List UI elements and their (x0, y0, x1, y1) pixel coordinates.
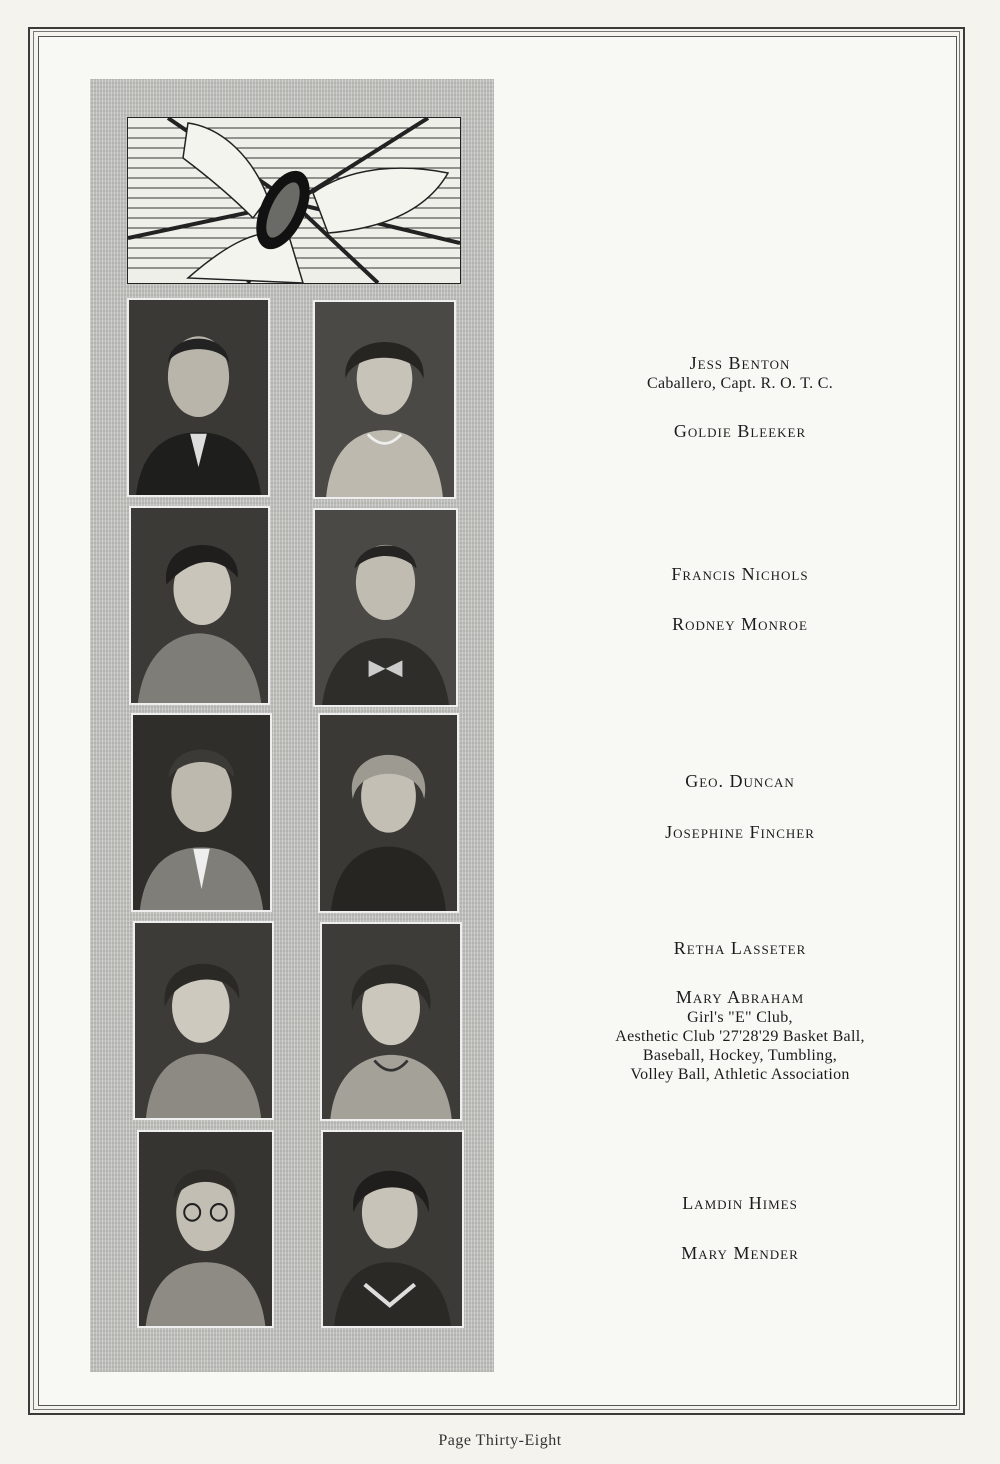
portrait-rodney-monroe (313, 508, 458, 707)
page-number: Page Thirty-Eight (438, 1432, 562, 1449)
student-entry-rodney-monroe (560, 614, 920, 635)
student-entry-jess-benton (560, 353, 920, 393)
student-name: Mary Mender (681, 1243, 799, 1263)
student-entry-goldie-bleeker (560, 421, 920, 442)
student-entry-lamdin-himes (560, 1193, 920, 1214)
portrait-josephine-fincher (318, 713, 459, 913)
student-detail: Baseball, Hockey, Tumbling, (642, 1047, 838, 1064)
student-entry-geo-duncan (560, 771, 920, 792)
student-entry-mary-mender (560, 1243, 920, 1264)
student-name: Jess Benton (689, 353, 791, 373)
student-detail: Girl's "E" Club, (687, 1009, 793, 1026)
portrait-francis-nichols (129, 506, 270, 705)
student-name: Francis Nichols (671, 564, 809, 584)
student-name: Mary Abraham (675, 987, 805, 1007)
student-name: Rodney Monroe (672, 614, 808, 634)
student-entry-josephine-fincher (560, 822, 920, 843)
student-name: Goldie Bleeker (673, 421, 807, 441)
student-detail: Volley Ball, Athletic Association (630, 1066, 850, 1083)
student-name: Josephine Fincher (665, 822, 815, 842)
student-name: Lamdin Himes (682, 1193, 798, 1213)
portrait-jess-benton (127, 298, 270, 497)
winged-wheel-illustration (127, 117, 461, 284)
portrait-mary-mender (321, 1130, 464, 1328)
student-entry-retha-lasseter (560, 938, 920, 959)
student-entry-francis-nichols (560, 564, 920, 585)
portrait-retha-lasseter (133, 921, 274, 1120)
student-detail: Caballero, Capt. R. O. T. C. (646, 375, 833, 392)
student-name: Retha Lasseter (673, 938, 807, 958)
student-detail: Aesthetic Club '27'28'29 Basket Ball, (615, 1028, 865, 1045)
portrait-geo-duncan (131, 713, 272, 912)
student-name: Geo. Duncan (685, 771, 795, 791)
portrait-lamdin-himes (137, 1130, 274, 1328)
portrait-mary-abraham (320, 922, 462, 1121)
portrait-goldie-bleeker (313, 300, 456, 499)
student-entry-mary-abraham (560, 987, 920, 1084)
